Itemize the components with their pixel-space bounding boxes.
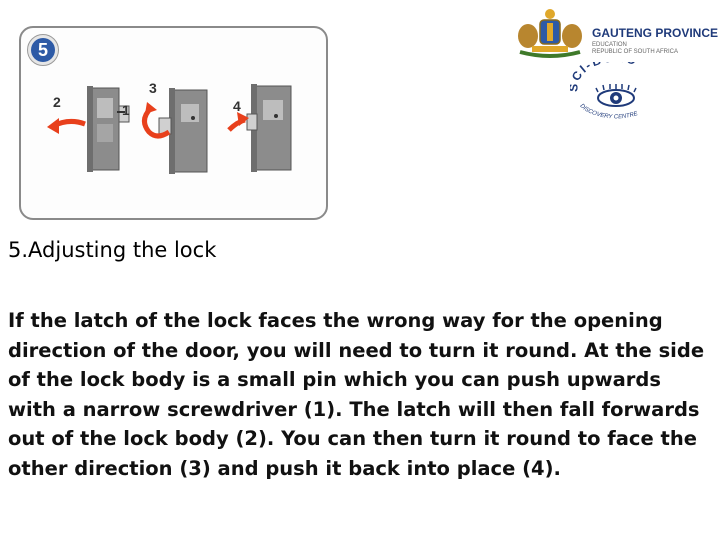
- sci-bono-bottom-text: DISCOVERY CENTRE: [578, 103, 639, 121]
- gauteng-title: GAUTENG PROVINCE: [592, 26, 719, 40]
- arrow-push-back: [229, 112, 249, 130]
- gauteng-subtitle-country: REPUBLIC OF SOUTH AFRICA: [592, 49, 679, 55]
- step-label-1: 1: [122, 102, 130, 118]
- step-label-2: 2: [53, 94, 61, 110]
- instruction-paragraph: If the latch of the lock faces the wrong way for the opening direction of the door, you will need to turn it round. At the side of the lock body is a small pin which you can push upwards with a narrow screwdriver (1). The latch will then fall forwards out of the lock body (2). You can then turn it round to face the other direction (3) and push it back into place (4).: [8, 309, 705, 480]
- lock-body-1: [87, 86, 129, 172]
- sci-bono-logo: [570, 62, 662, 126]
- sci-bono-top-text: CI-: [570, 62, 595, 84]
- arrow-latch-out: [47, 118, 85, 134]
- gauteng-province-logo: [514, 6, 719, 62]
- lock-body-3: [247, 84, 291, 172]
- section-heading: 5.Adjusting the lock: [8, 238, 217, 262]
- gauteng-subtitle-education: EDUCATION: [592, 42, 627, 48]
- step-label-3: 3: [149, 80, 157, 96]
- lock-diagram: [21, 28, 326, 218]
- step-number: 5: [31, 38, 55, 62]
- sci-bono-eye-icon: [570, 62, 662, 126]
- step-label-4: 4: [233, 98, 241, 114]
- coat-of-arms-icon: [514, 6, 586, 62]
- instruction-illustration: [19, 26, 328, 220]
